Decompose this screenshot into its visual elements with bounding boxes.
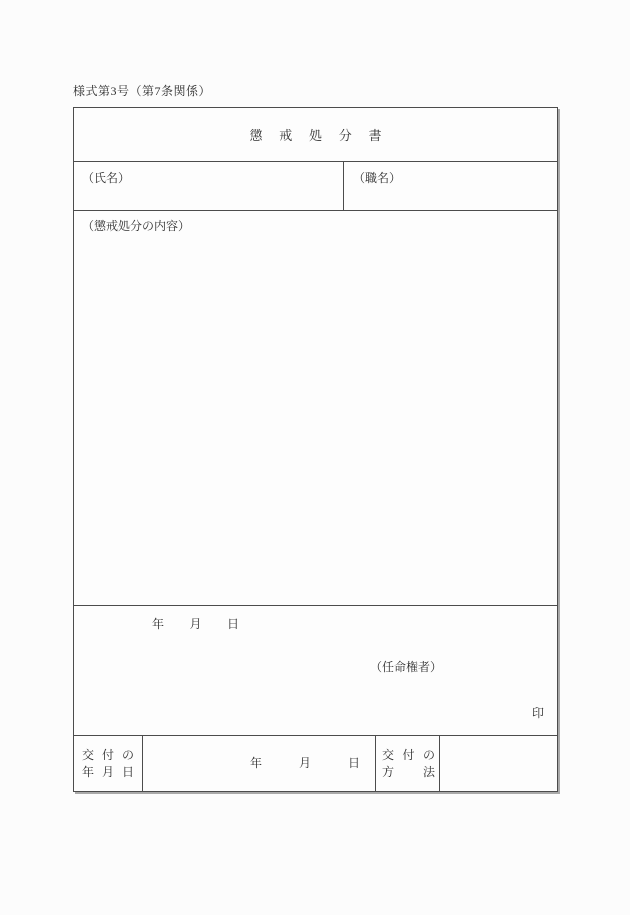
name-position-row [74,162,557,211]
name-label: （氏名） [82,171,131,185]
issue-date-header-line1: 交 付 の [82,747,134,762]
form-title-row [74,108,557,162]
issue-method-value-cell [440,736,557,791]
form-number-label: 様式第3号（第7条関係） [73,84,212,98]
position-label: （職名） [353,171,402,185]
appointer-label: （任命権者） [370,660,443,674]
issue-date-line: 年 月 日 [250,756,360,770]
form-title: 懲 戒 処 分 書 [249,128,382,143]
issue-method-header-line2: 方 法 [382,764,435,779]
position-cell [344,162,557,210]
issuance-row [74,736,557,791]
content-label: （懲戒処分の内容） [82,219,191,233]
issue-date-header-cell [74,736,143,791]
disciplinary-form-table [73,107,558,792]
issue-date-header-line2: 年 月 日 [82,764,134,779]
seal-label: 印 [531,706,544,720]
decision-date-line: 年 月 日 [152,617,239,631]
issue-date-value-cell [143,736,376,791]
signature-section [74,606,557,736]
issue-method-header-cell [376,736,440,791]
name-cell [74,162,344,210]
issue-method-header-line1: 交 付 の [382,747,435,762]
content-cell [74,211,557,606]
